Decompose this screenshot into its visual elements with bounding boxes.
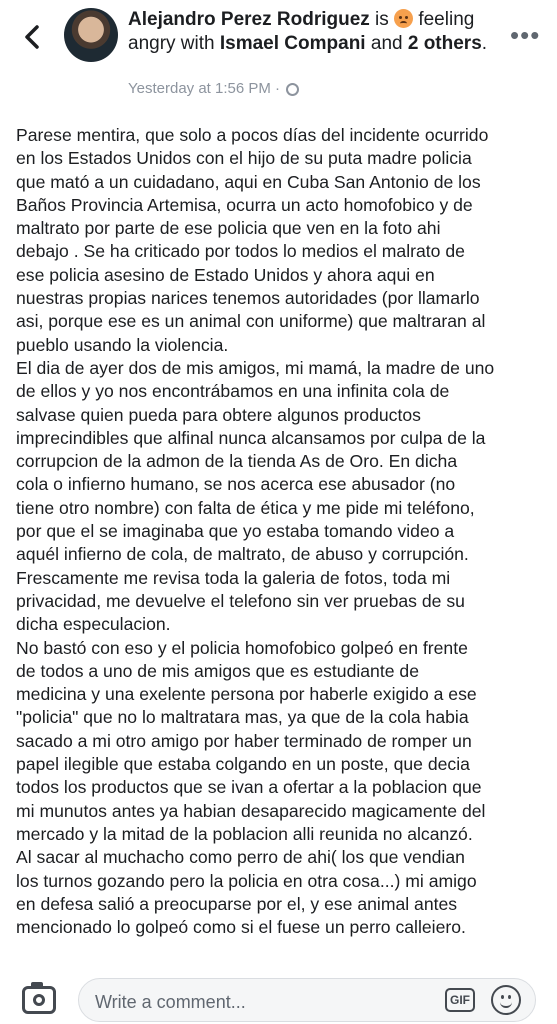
post-text-line: aquél infierno de cola, de maltrato, de abuso y corrupción. [16,544,469,565]
post-text-line: pueblo usando la violencia. [16,334,229,355]
post-text-line: asi, porque ese es un animal con uniforme) que maltraran al [16,311,486,332]
post-body [16,124,546,939]
post-text-line: tiene otro nombre) con falta de ética y me pide mi teléfono, [16,497,475,518]
period: . [481,33,488,54]
post-text-line: corrupcion de la admon de la tienda As de Oro. En dicha [16,451,458,472]
avatar[interactable] [64,8,118,62]
post-text-line: de todos a uno de mis amigos que es estudiante de [16,660,419,681]
post-meta [128,80,299,97]
post-text-line: privacidad, me devuelve el telefono sin ver pruebas de su [16,590,465,611]
feeling-text: feeling angry with [128,9,475,54]
angry-emoji-icon [394,9,413,28]
timestamp[interactable]: Yesterday at 1:56 PM [128,80,271,97]
post-text-line: en defesa salió a preocuparse por el, y ese animal antes [16,893,458,914]
author-name[interactable]: Alejandro Perez Rodriguez [128,9,370,30]
comment-input[interactable] [93,989,437,1015]
more-horizontal-icon[interactable]: ••• [510,20,541,50]
post-text-line: "policia" que no lo maltratara mas, ya que de la cola habia [16,707,469,728]
post-text-line: Parese mentira, que solo a pocos días del incidente ocurrido [16,125,489,145]
gif-button[interactable]: GIF [445,988,475,1012]
post-text-line: debajo . Se ha criticado por todos lo medios el malrato de [16,241,465,262]
post-text-line: los turnos gozando pero la policia en otra cosa...) mi amigo [16,870,477,891]
post-text-line: salvase quien pueda para obtere algunos productos [16,404,421,425]
tagged-others[interactable]: 2 others [407,33,482,54]
post-text-line: dicha especulacion. [16,614,171,635]
post-text-line: imprecindibles que alfinal nunca alcansamos por culpa de la [16,427,486,448]
tagged-friend[interactable]: Ismael Compani [219,33,366,54]
camera-icon[interactable] [22,986,56,1014]
post-text-line: mi munutos antes ya habian desaparecido magicamente del [16,800,486,821]
post-text-line: ese policia asesino de Estado Unidos y ahora aqui en [16,264,435,285]
post-text-line: todos los productos que se ivan a ofertar a la poblacion que [16,777,482,798]
post-text-line: sacado a mi otro amigo por haber terminado de romper un [16,730,472,751]
meta-separator: · [270,80,285,97]
post-text-line: maltrato por parte de ese policia que ven en la foto ahi [16,218,441,239]
globe-icon [286,83,299,96]
smile-icon[interactable] [491,985,521,1015]
post-text-line: medicina y una exelente persona por haberle exigido a ese [16,684,477,705]
is-text: is [369,9,395,30]
post-text-line: papel ilegible que estaba colgando en un poste, que decia [16,754,470,775]
post-text-line: mencionado lo golpeó como si el fuese un perro calleiero. [16,917,466,938]
post-text-line: No bastó con eso y el policia homofobico golpeó en frente [16,637,468,658]
chevron-left-icon[interactable] [18,22,48,52]
post-text-line: Baños Provincia Artemisa, ocurra un acto homofobico y de [16,194,473,215]
post-text-line: en los Estados Unidos con el hijo de su puta madre policia [16,148,472,169]
post-text-line: cola o infierno humano, se nos acerca ese abusador (no [16,474,456,495]
post-text-line: Al sacar al muchacho como perro de ahi( los que vendian [16,847,465,868]
and-text: and [365,33,408,54]
post-header [0,0,557,100]
comment-composer [0,968,557,1024]
post-text-line: Frescamente me revisa toda la galeria de fotos, toda mi [16,567,451,588]
post-text-line: de ellos y yo nos encontrábamos en una infinita cola de [16,381,450,402]
post-text-line: El dia de ayer dos de mis amigos, mi mamá, la madre de uno [16,357,495,378]
post-text-line: mercado y la mitad de la poblacion alli reunida no alcanzó. [16,823,473,844]
comment-box[interactable] [78,978,536,1022]
post-text-line: nuestras propias narices tenemos autoridades (por llamarlo [16,288,480,309]
post-author-line [128,8,488,56]
post-text-line: que mató a un cuidadano, aqui en Cuba San Antonio de los [16,171,481,192]
post-text-line: por que el se imaginaba que yo estaba tomando video a [16,521,455,542]
